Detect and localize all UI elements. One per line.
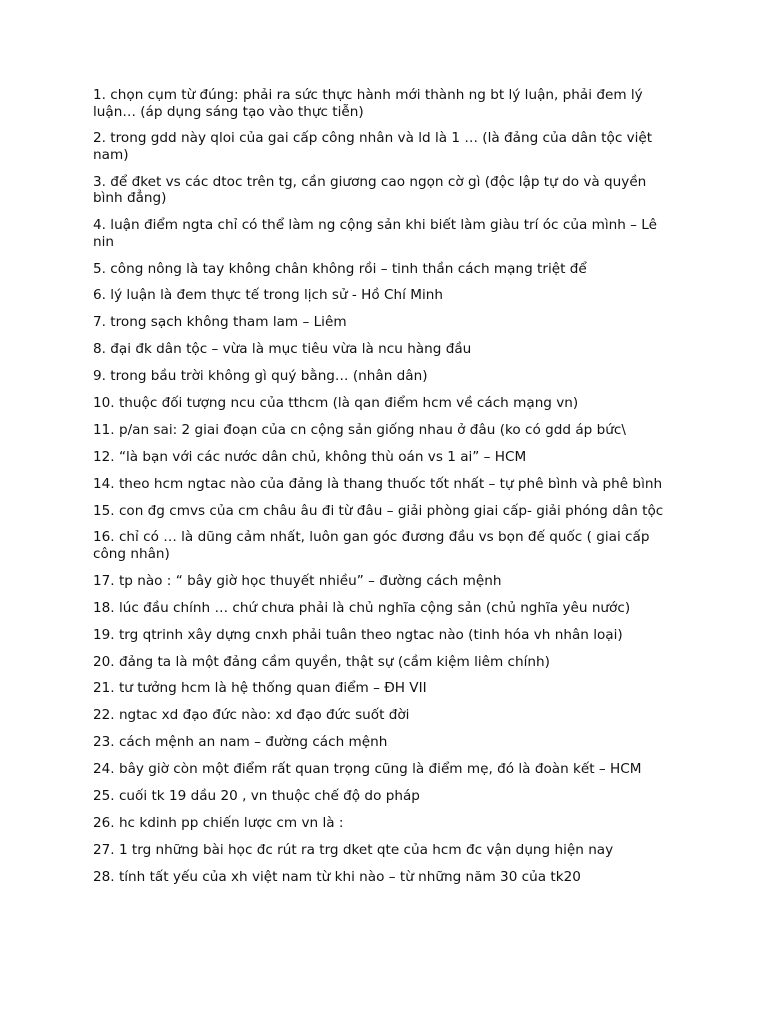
list-item: 22. ngtac xd đạo đức nào: xd đạo đức suốt đời (93, 707, 410, 724)
list-item: 12. “là bạn với các nước dân chủ, không thù oán vs 1 ai” – HCM (93, 448, 527, 465)
list-item: 1. chọn cụm từ đúng: phải ra sức thực hành mới thành ng bt lý luận, phải đem lý luận… (áp dụng sáng tạo vào thực tiễn) (93, 87, 643, 120)
list-item: 23. cách mệnh an nam – đường cách mệnh (93, 734, 388, 751)
list-item: 14. theo hcm ngtac nào của đảng là thang thuốc tốt nhất – tự phê bình và phê bình (93, 475, 663, 492)
list-item: 20. đảng ta là một đảng cầm quyền, thật sự (cầm kiệm liêm chính) (93, 653, 550, 670)
list-item: 18. lúc đầu chính … chứ chưa phải là chủ nghĩa cộng sản (chủ nghĩa yêu nước) (93, 599, 631, 616)
list-item: 28. tính tất yếu của xh việt nam từ khi nào – từ những năm 30 của tk20 (93, 868, 581, 885)
list-item: 5. công nông là tay không chân không rồi – tinh thần cách mạng triệt để (93, 260, 587, 277)
list-item: 25. cuối tk 19 dầu 20 , vn thuộc chế độ do pháp (93, 787, 420, 804)
list-item: 10. thuộc đối tượng ncu của tthcm (là qan điểm hcm về cách mạng vn) (93, 395, 579, 412)
list-item: 2. trong gdd này qloi của gai cấp công nhân và ld là 1 … (là đảng của dân tộc việt nam) (93, 130, 653, 163)
list-item: 26. hc kdinh pp chiến lược cm vn là : (93, 814, 344, 831)
list-item: 24. bây giờ còn một điểm rất quan trọng cũng là điểm mẹ, đó là đoàn kết – HCM (93, 761, 642, 778)
list-item: 17. tp nào : “ bây giờ học thuyết nhiều” – đường cách mệnh (93, 572, 502, 589)
list-item: 7. trong sạch không tham lam – Liêm (93, 314, 347, 331)
list-item: 27. 1 trg những bài học đc rút ra trg dket qte của hcm đc vận dụng hiện nay (93, 841, 614, 858)
list-item: 3. để đket vs các dtoc trên tg, cần giương cao ngọn cờ gì (độc lập tự do và quyền bình đẳng) (93, 173, 647, 207)
list-item: 21. tư tưởng hcm là hệ thống quan điểm – ĐH VII (93, 680, 427, 697)
list-item: 9. trong bầu trời không gì quý bằng… (nhân dân) (93, 368, 428, 385)
list-item: 16. chỉ có … là dũng cảm nhất, luôn gan góc đương đầu vs bọn đế quốc ( giai cấp công nhân) (93, 529, 650, 562)
list-item: 15. con đg cmvs của cm châu âu đi từ đâu – giải phòng giai cấp- giải phóng dân tộc (93, 502, 664, 519)
list-item: 4. luận điểm ngta chỉ có thể làm ng cộng sản khi biết làm giàu trí óc của mình – Lê nin (93, 217, 657, 250)
list-item: 11. p/an sai: 2 giai đoạn của cn cộng sản giống nhau ở đâu (ko có gdd áp bức\ (93, 421, 626, 438)
list-item: 19. trg qtrinh xây dựng cnxh phải tuân theo ngtac nào (tinh hóa vh nhân loại) (93, 626, 623, 643)
document-body (93, 87, 678, 896)
list-item: 8. đại đk dân tộc – vừa là mục tiêu vừa là ncu hàng đầu (93, 341, 472, 358)
list-item: 6. lý luận là đem thực tế trong lịch sử - Hồ Chí Minh (93, 287, 443, 304)
